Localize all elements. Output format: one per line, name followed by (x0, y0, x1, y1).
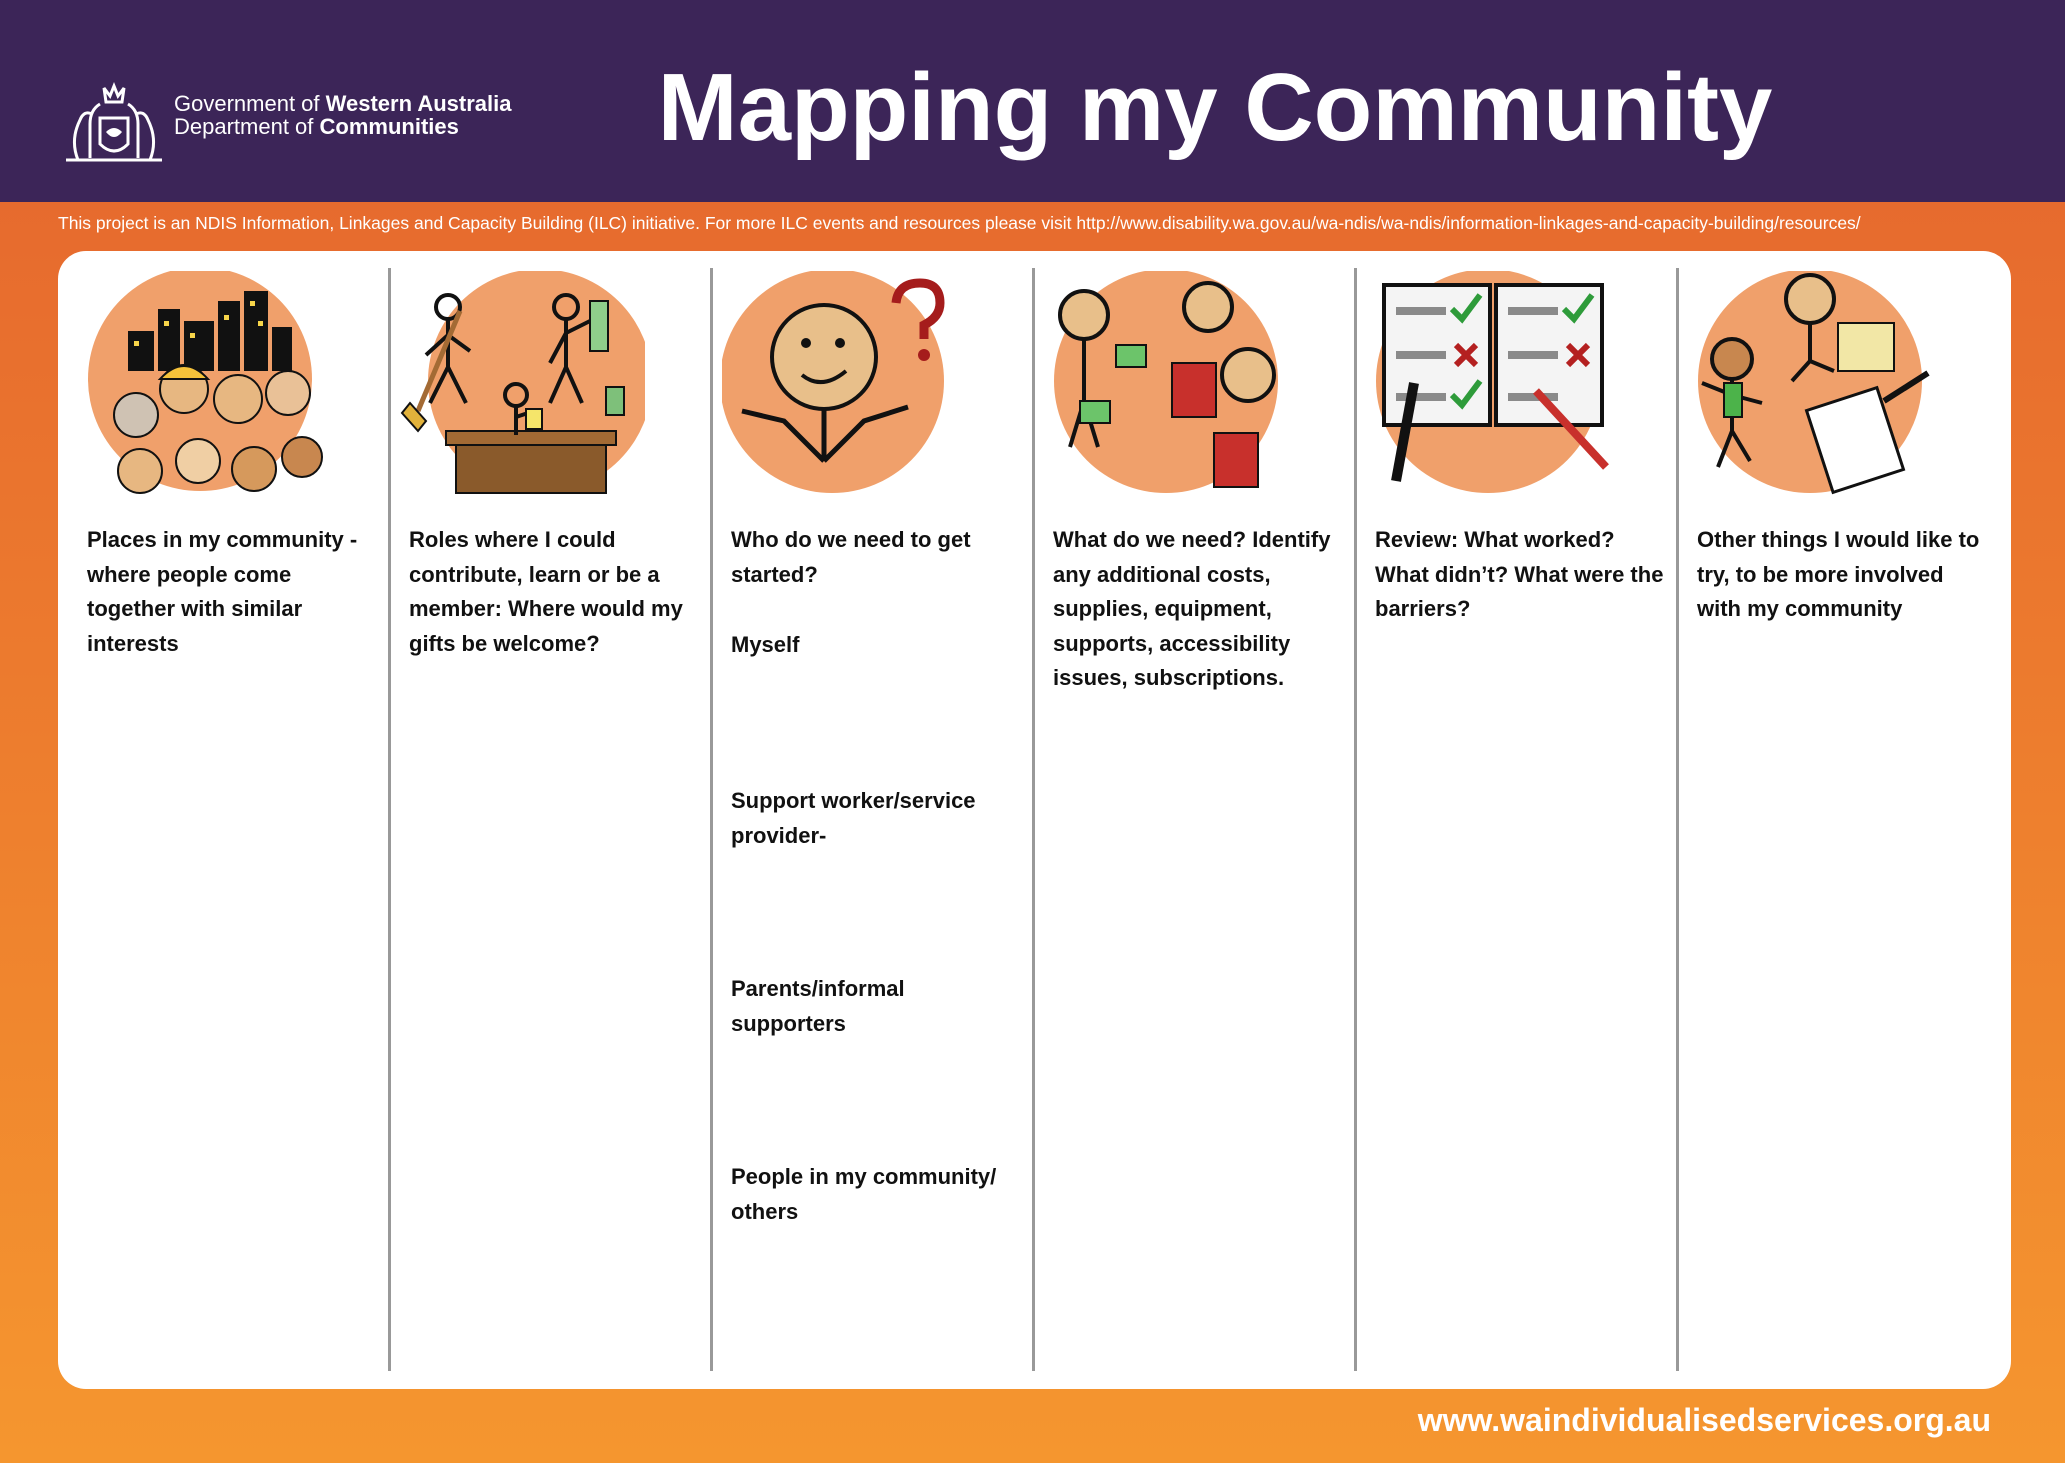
column-heading-roles: Roles where I could contribute, learn or be a member: Where would my gifts be welcome? (409, 527, 683, 656)
column-roles (380, 251, 702, 1389)
community-people-icon (78, 271, 323, 511)
volunteer-roles-icon (400, 271, 645, 511)
money-supplies-icon (1044, 271, 1289, 511)
header-banner (0, 0, 2065, 202)
page-title: Mapping my Community (657, 54, 1773, 161)
column-heading-what: What do we need? Identify any additional costs, supplies, equipment, supports, accessibility issues, subscriptions. (1053, 527, 1331, 691)
website-link[interactable]: www.waindividualisedservices.org.au (1417, 1402, 1991, 1438)
column-heading-places: Places in my community - where people come together with similar interests (87, 527, 358, 656)
worksheet-panel (58, 251, 2011, 1389)
column-heading-other: Other things I would like to try, to be more involved with my community (1697, 527, 1980, 622)
who-item-community: People in my community/ others (731, 1164, 997, 1224)
checklist-review-icon (1366, 271, 1611, 511)
column-what (1024, 251, 1346, 1389)
government-logo-text: Government of Western Australia Department of Communities (174, 91, 512, 139)
wa-crest-icon (60, 80, 168, 164)
who-item-myself: Myself (731, 632, 800, 657)
column-heading-who: Who do we need to get started? (731, 527, 971, 587)
ilc-disclaimer: This project is an NDIS Information, Linkages and Capacity Building (ILC) initiative. For more ILC events and resources please visit http://www.disability.wa.gov.au/wa-ndis/wa-ndis/information-linkages-and-capacity-building/resources/ (58, 213, 1861, 233)
question-person-icon (722, 271, 967, 511)
column-other (1668, 251, 1990, 1389)
column-who (702, 251, 1024, 1389)
column-review (1346, 251, 1668, 1389)
column-heading-review: Review: What worked? What didn’t? What were the barriers? (1375, 527, 1664, 622)
activities-icon (1688, 271, 1933, 511)
who-item-parents: Parents/informal supporters (731, 976, 905, 1036)
who-item-support-worker: Support worker/service provider- (731, 788, 976, 848)
column-places (58, 251, 380, 1389)
